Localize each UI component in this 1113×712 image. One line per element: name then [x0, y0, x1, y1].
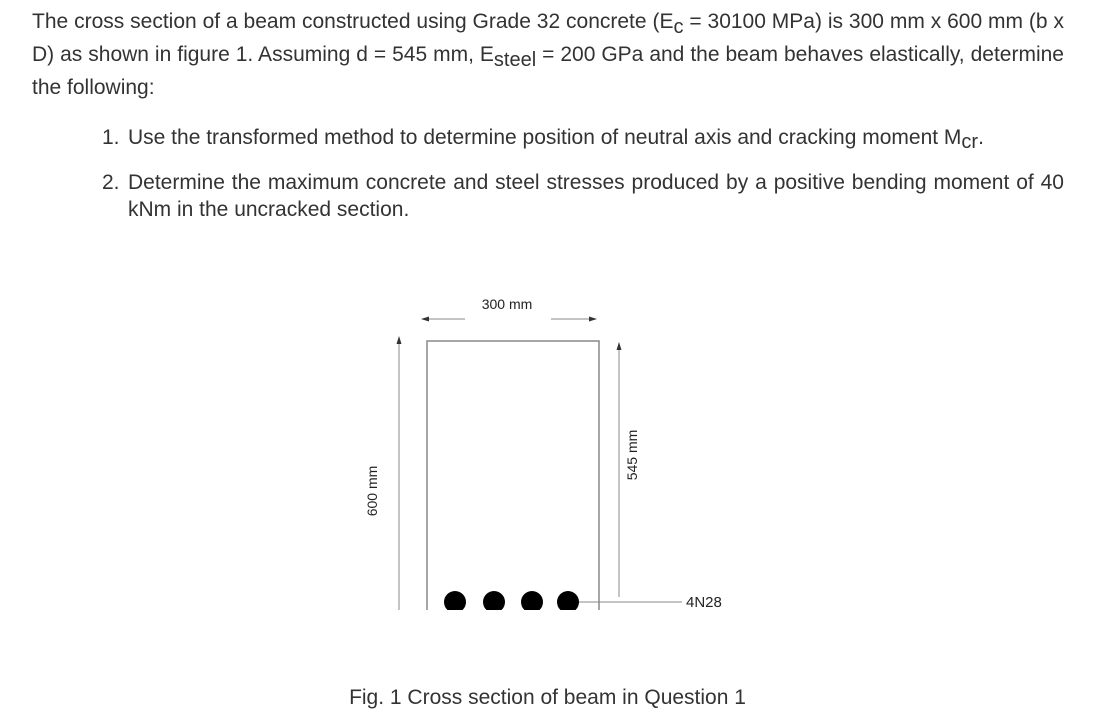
- question-number: 2.: [102, 171, 120, 194]
- question-list: [102, 124, 1064, 223]
- question-text-end: .: [978, 126, 984, 149]
- intro-text-2: = 30100 MPa) is 300 mm x 600 mm (b x D) as shown in figure 1. Assuming d = 545 mm, E: [32, 10, 1064, 66]
- question-item: [102, 169, 1064, 223]
- intro-text-3: = 200 GPa and the beam behaves elastically, determine the following:: [32, 43, 1064, 99]
- rebar-label: 4N28: [686, 594, 722, 610]
- beam-diagram: [330, 285, 790, 610]
- cracking-moment-subscript: cr: [961, 131, 979, 153]
- question-text: Use the transformed method to determine position of neutral axis and cracking moment M: [128, 126, 962, 149]
- effective-depth-dimension-label: 545 mm: [624, 429, 640, 481]
- beam-section-outline: [427, 341, 599, 610]
- depth-dimension-label: 600 mm: [364, 465, 380, 517]
- concrete-modulus-subscript: c: [673, 16, 684, 38]
- question-item: [102, 124, 1064, 153]
- intro-text-1: The cross section of a beam constructed using Grade 32 concrete (E: [32, 10, 674, 33]
- figure-caption: Fig. 1 Cross section of beam in Question 1: [349, 686, 746, 709]
- question-text: Determine the maximum concrete and steel stresses produced by a positive bending moment of 40 kNm in the uncracked section.: [128, 171, 1064, 221]
- steel-modulus-subscript: steel: [493, 49, 537, 71]
- problem-statement: [32, 5, 1064, 104]
- width-dimension-label: 300 mm: [481, 296, 533, 312]
- question-number: 1.: [102, 126, 120, 149]
- beam-cross-section-figure: [330, 285, 790, 610]
